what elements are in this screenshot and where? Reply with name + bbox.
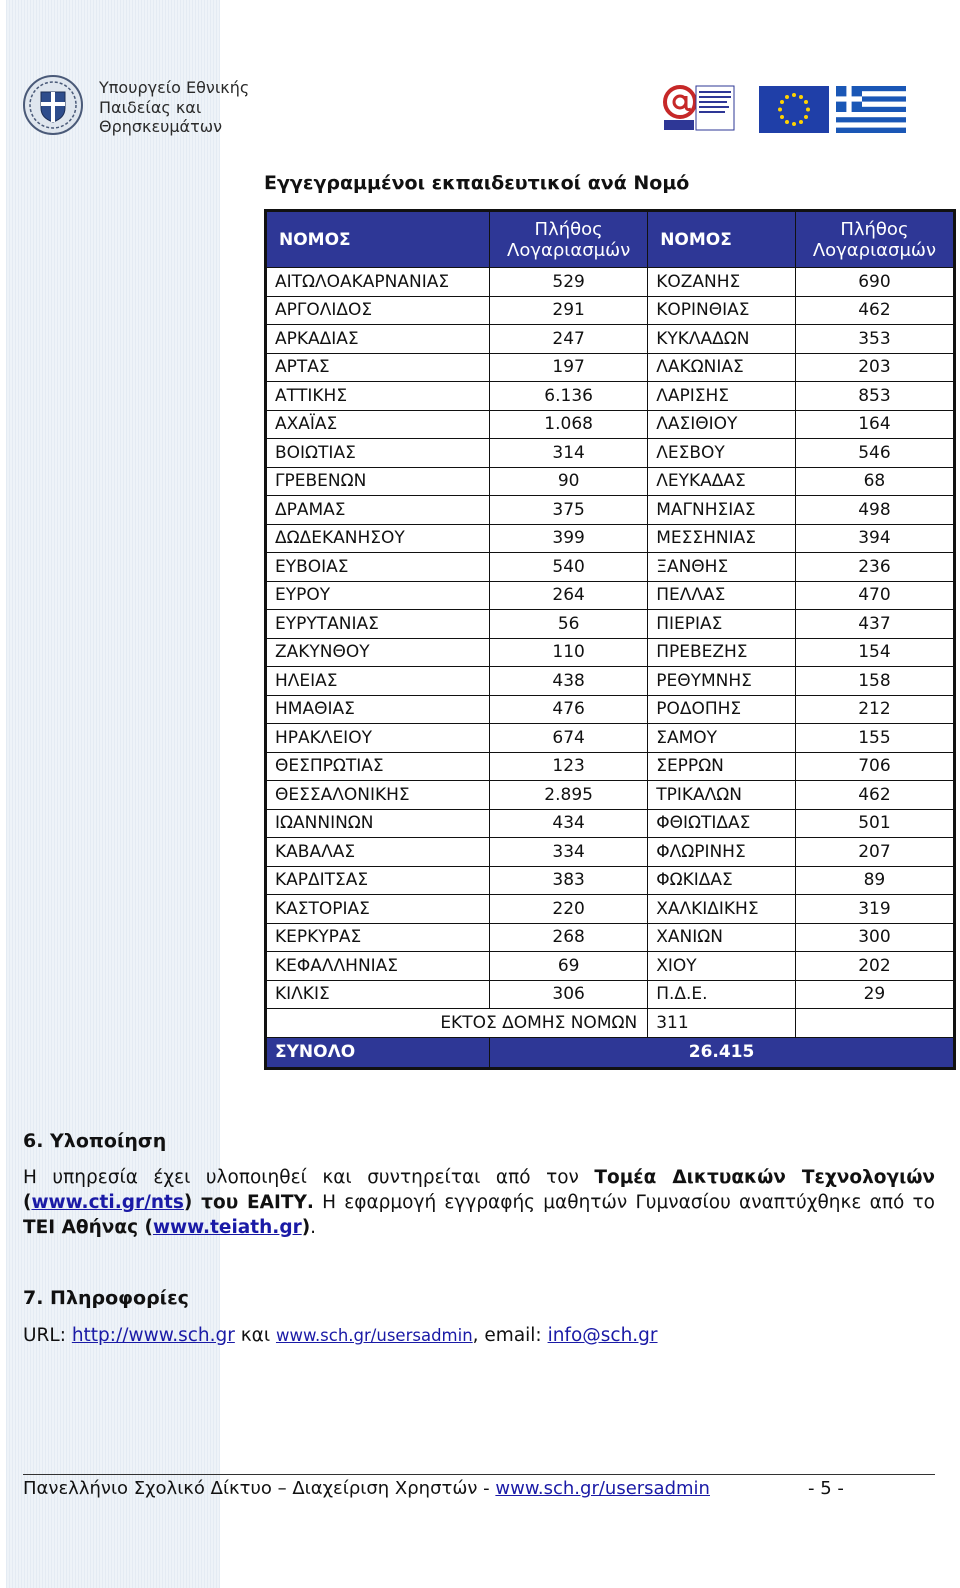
section-7-heading: 7. Πληροφορίες xyxy=(23,1287,189,1309)
account-count: 123 xyxy=(490,753,647,781)
account-count: 438 xyxy=(490,667,647,695)
prefecture-name: ΧΑΝΙΩΝ xyxy=(648,924,795,952)
table-row xyxy=(267,724,953,752)
total-value: 26.415 xyxy=(490,1038,953,1067)
account-count: 1.068 xyxy=(490,411,647,439)
column-header-prefecture: ΝΟΜΟΣ xyxy=(267,212,489,267)
url-label: URL: xyxy=(23,1325,72,1346)
paragraph-bold: ΤΕΙ Αθήνας ( xyxy=(23,1217,153,1238)
table-row xyxy=(267,924,953,952)
account-count: 434 xyxy=(490,810,647,838)
account-count: 853 xyxy=(796,382,953,410)
table-row xyxy=(267,696,953,724)
table-row xyxy=(267,496,953,524)
account-count: 202 xyxy=(796,952,953,980)
account-count: 212 xyxy=(796,696,953,724)
prefecture-name: ΚΕΡΚΥΡΑΣ xyxy=(267,924,489,952)
prefecture-name: ΤΡΙΚΑΛΩΝ xyxy=(648,781,795,809)
table-row xyxy=(267,781,953,809)
account-count: 154 xyxy=(796,639,953,667)
account-count: 546 xyxy=(796,439,953,467)
email-link[interactable]: info@sch.gr xyxy=(547,1325,658,1346)
account-count: 399 xyxy=(490,525,647,553)
table-row xyxy=(267,639,953,667)
prefecture-name: ΑΡΚΑΔΙΑΣ xyxy=(267,325,489,353)
table-row xyxy=(267,439,953,467)
table-row xyxy=(267,411,953,439)
page-number: - 5 - xyxy=(808,1478,844,1499)
account-count: 334 xyxy=(490,838,647,866)
account-count: 6.136 xyxy=(490,382,647,410)
and-text: και xyxy=(234,1325,276,1346)
prefecture-name: ΛΑΡΙΣΗΣ xyxy=(648,382,795,410)
paragraph-bold: ( xyxy=(23,1192,32,1213)
prefecture-name: ΞΑΝΘΗΣ xyxy=(648,553,795,581)
footer-divider xyxy=(23,1474,935,1475)
prefecture-name: ΚΟΖΑΝΗΣ xyxy=(648,268,795,296)
account-count: 498 xyxy=(796,496,953,524)
table-row xyxy=(267,610,953,638)
account-count: 2.895 xyxy=(490,781,647,809)
account-count: 501 xyxy=(796,810,953,838)
prefecture-name: ΑΡΓΟΛΙΔΟΣ xyxy=(267,297,489,325)
prefecture-name: ΦΘΙΩΤΙΔΑΣ xyxy=(648,810,795,838)
prefecture-name: ΧΙΟΥ xyxy=(648,952,795,980)
prefecture-name: ΕΥΡΟΥ xyxy=(267,582,489,610)
side-band xyxy=(6,0,220,1588)
account-count: 540 xyxy=(490,553,647,581)
account-count: 291 xyxy=(490,297,647,325)
prefecture-name: ΦΛΩΡΙΝΗΣ xyxy=(648,838,795,866)
total-row xyxy=(267,1038,953,1067)
paragraph-bold: ) xyxy=(301,1217,311,1238)
table-row xyxy=(267,468,953,496)
table-row xyxy=(267,354,953,382)
table-row xyxy=(267,895,953,923)
account-count: 264 xyxy=(490,582,647,610)
account-count: 314 xyxy=(490,439,647,467)
account-count: 706 xyxy=(796,753,953,781)
account-count: 394 xyxy=(796,525,953,553)
account-count: 158 xyxy=(796,667,953,695)
column-header-line: Λογαριασμών xyxy=(507,239,631,261)
section-6-paragraph xyxy=(23,1165,935,1240)
prefecture-name: ΔΩΔΕΚΑΝΗΣΟΥ xyxy=(267,525,489,553)
column-header-line: Λογαριασμών xyxy=(812,239,937,261)
info-line xyxy=(23,1325,658,1346)
teiath-link[interactable]: www.teiath.gr xyxy=(152,1217,302,1238)
sch-link[interactable]: http://www.sch.gr xyxy=(71,1325,235,1346)
account-count: 462 xyxy=(796,297,953,325)
table-row xyxy=(267,667,953,695)
prefecture-name: ΕΥΡΥΤΑΝΙΑΣ xyxy=(267,610,489,638)
cti-nts-link[interactable]: www.cti.gr/nts xyxy=(31,1192,184,1213)
table-row xyxy=(267,952,953,980)
table-row xyxy=(267,525,953,553)
account-count: 203 xyxy=(796,354,953,382)
account-count: 89 xyxy=(796,867,953,895)
account-count: 383 xyxy=(490,867,647,895)
prefecture-name: ΚΑΣΤΟΡΙΑΣ xyxy=(267,895,489,923)
accounts-by-prefecture-table xyxy=(264,209,956,1070)
empty-cell xyxy=(796,1009,953,1037)
account-count: 155 xyxy=(796,724,953,752)
table-row xyxy=(267,325,953,353)
footer-text xyxy=(23,1478,710,1499)
prefecture-name: ΗΛΕΙΑΣ xyxy=(267,667,489,695)
ministry-name xyxy=(99,78,249,137)
prefecture-name: ΛΕΣΒΟΥ xyxy=(648,439,795,467)
prefecture-name: ΠΕΛΛΑΣ xyxy=(648,582,795,610)
outside-structure-row xyxy=(267,1009,953,1037)
prefecture-name: ΔΡΑΜΑΣ xyxy=(267,496,489,524)
prefecture-name: ΑΤΤΙΚΗΣ xyxy=(267,382,489,410)
prefecture-name: ΚΑΒΑΛΑΣ xyxy=(267,838,489,866)
prefecture-name: ΣΕΡΡΩΝ xyxy=(648,753,795,781)
account-count: 207 xyxy=(796,838,953,866)
prefecture-name: ΕΥΒΟΙΑΣ xyxy=(267,553,489,581)
prefecture-name: ΗΡΑΚΛΕΙΟΥ xyxy=(267,724,489,752)
greek-emblem-icon xyxy=(22,74,84,136)
account-count: 353 xyxy=(796,325,953,353)
table-row xyxy=(267,297,953,325)
column-header-line: Πλήθος xyxy=(840,218,909,240)
paragraph-text: Η εφαρμογή εγγραφής μαθητών Γυμνασίου αναπτύχθηκε από το xyxy=(313,1192,935,1213)
account-count: 476 xyxy=(490,696,647,724)
account-count: 470 xyxy=(796,582,953,610)
table-row xyxy=(267,810,953,838)
prefecture-name: ΛΑΚΩΝΙΑΣ xyxy=(648,354,795,382)
account-count: 110 xyxy=(490,639,647,667)
account-count: 90 xyxy=(490,468,647,496)
prefecture-name: ΒΟΙΩΤΙΑΣ xyxy=(267,439,489,467)
column-header-accounts xyxy=(796,212,953,267)
account-count: 268 xyxy=(490,924,647,952)
paragraph-bold: ) του ΕΑΙΤΥ. xyxy=(183,1192,314,1213)
document-title: Εγγεγραμμένοι εκπαιδευτικοί ανά Νομό xyxy=(264,172,690,194)
digital-convergence-logo-icon xyxy=(662,82,736,134)
section-6-heading: 6. Υλοποίηση xyxy=(23,1130,167,1152)
account-count: 375 xyxy=(490,496,647,524)
prefecture-name: ΜΑΓΝΗΣΙΑΣ xyxy=(648,496,795,524)
table-row xyxy=(267,838,953,866)
prefecture-name: ΓΡΕΒΕΝΩΝ xyxy=(267,468,489,496)
prefecture-name: ΚΕΦΑΛΛΗΝΙΑΣ xyxy=(267,952,489,980)
prefecture-name: ΛΑΣΙΘΙΟΥ xyxy=(648,411,795,439)
prefecture-name: ΖΑΚΥΝΘΟΥ xyxy=(267,639,489,667)
account-count: 164 xyxy=(796,411,953,439)
account-count: 247 xyxy=(490,325,647,353)
table-row xyxy=(267,981,953,1009)
prefecture-name: ΠΙΕΡΙΑΣ xyxy=(648,610,795,638)
paragraph-bold: Τομέα Δικτυακών Τεχνολογιών xyxy=(594,1167,935,1188)
account-count: 69 xyxy=(490,952,647,980)
ministry-line: Υπουργείο Εθνικής xyxy=(99,78,250,97)
account-count: 220 xyxy=(490,895,647,923)
account-count: 462 xyxy=(796,781,953,809)
account-count: 29 xyxy=(796,981,953,1009)
column-header-accounts xyxy=(490,212,647,267)
table-row xyxy=(267,753,953,781)
prefecture-name: ΠΡΕΒΕΖΗΣ xyxy=(648,639,795,667)
prefecture-name: ΜΕΣΣΗΝΙΑΣ xyxy=(648,525,795,553)
table-row xyxy=(267,268,953,296)
outside-structure-label: ΕΚΤΟΣ ΔΟΜΗΣ ΝΟΜΩΝ xyxy=(267,1009,647,1037)
usersadmin-link[interactable]: www.sch.gr/usersadmin xyxy=(275,1326,473,1345)
total-label: ΣΥΝΟΛΟ xyxy=(267,1038,489,1067)
prefecture-name: ΚΙΛΚΙΣ xyxy=(267,981,489,1009)
ministry-line: Θρησκευμάτων xyxy=(99,117,223,136)
prefecture-name: ΚΑΡΔΙΤΣΑΣ xyxy=(267,867,489,895)
column-header-prefecture: ΝΟΜΟΣ xyxy=(648,212,795,267)
prefecture-name: ΚΟΡΙΝΘΙΑΣ xyxy=(648,297,795,325)
footer-label: Πανελλήνιο Σχολικό Δίκτυο – Διαχείριση Χρηστών - xyxy=(23,1478,496,1499)
prefecture-name: ΑΡΤΑΣ xyxy=(267,354,489,382)
column-header-line: Πλήθος xyxy=(534,218,603,240)
outside-structure-value: 311 xyxy=(648,1009,795,1037)
table-row xyxy=(267,382,953,410)
table-header-row xyxy=(267,212,953,267)
table-row xyxy=(267,553,953,581)
paragraph-text: Η υπηρεσία έχει υλοποιηθεί και συντηρείται από τον xyxy=(23,1167,595,1188)
table-row xyxy=(267,867,953,895)
account-count: 56 xyxy=(490,610,647,638)
prefecture-name: ΛΕΥΚΑΔΑΣ xyxy=(648,468,795,496)
table-row xyxy=(267,582,953,610)
paragraph-text: . xyxy=(310,1217,317,1238)
prefecture-name: ΑΧΑΪΑΣ xyxy=(267,411,489,439)
account-count: 306 xyxy=(490,981,647,1009)
account-count: 197 xyxy=(490,354,647,382)
account-count: 529 xyxy=(490,268,647,296)
account-count: 690 xyxy=(796,268,953,296)
account-count: 674 xyxy=(490,724,647,752)
prefecture-name: Π.Δ.Ε. xyxy=(648,981,795,1009)
prefecture-name: ΚΥΚΛΑΔΩΝ xyxy=(648,325,795,353)
account-count: 300 xyxy=(796,924,953,952)
prefecture-name: ΦΩΚΙΔΑΣ xyxy=(648,867,795,895)
account-count: 319 xyxy=(796,895,953,923)
footer-usersadmin-link[interactable]: www.sch.gr/usersadmin xyxy=(495,1478,710,1499)
greek-flag-icon xyxy=(836,86,906,133)
prefecture-name: ΣΑΜΟΥ xyxy=(648,724,795,752)
eu-flag-icon xyxy=(759,86,829,133)
prefecture-name: ΗΜΑΘΙΑΣ xyxy=(267,696,489,724)
account-count: 68 xyxy=(796,468,953,496)
prefecture-name: ΘΕΣΠΡΩΤΙΑΣ xyxy=(267,753,489,781)
prefecture-name: ΡΟΔΟΠΗΣ xyxy=(648,696,795,724)
ministry-line: Παιδείας και xyxy=(99,97,202,117)
prefecture-name: ΙΩΑΝΝΙΝΩΝ xyxy=(267,810,489,838)
email-label: , email: xyxy=(472,1325,548,1346)
prefecture-name: ΧΑΛΚΙΔΙΚΗΣ xyxy=(648,895,795,923)
prefecture-name: ΘΕΣΣΑΛΟΝΙΚΗΣ xyxy=(267,781,489,809)
account-count: 236 xyxy=(796,553,953,581)
prefecture-name: ΡΕΘΥΜΝΗΣ xyxy=(648,667,795,695)
prefecture-name: ΑΙΤΩΛΟΑΚΑΡΝΑΝΙΑΣ xyxy=(267,268,489,296)
account-count: 437 xyxy=(796,610,953,638)
